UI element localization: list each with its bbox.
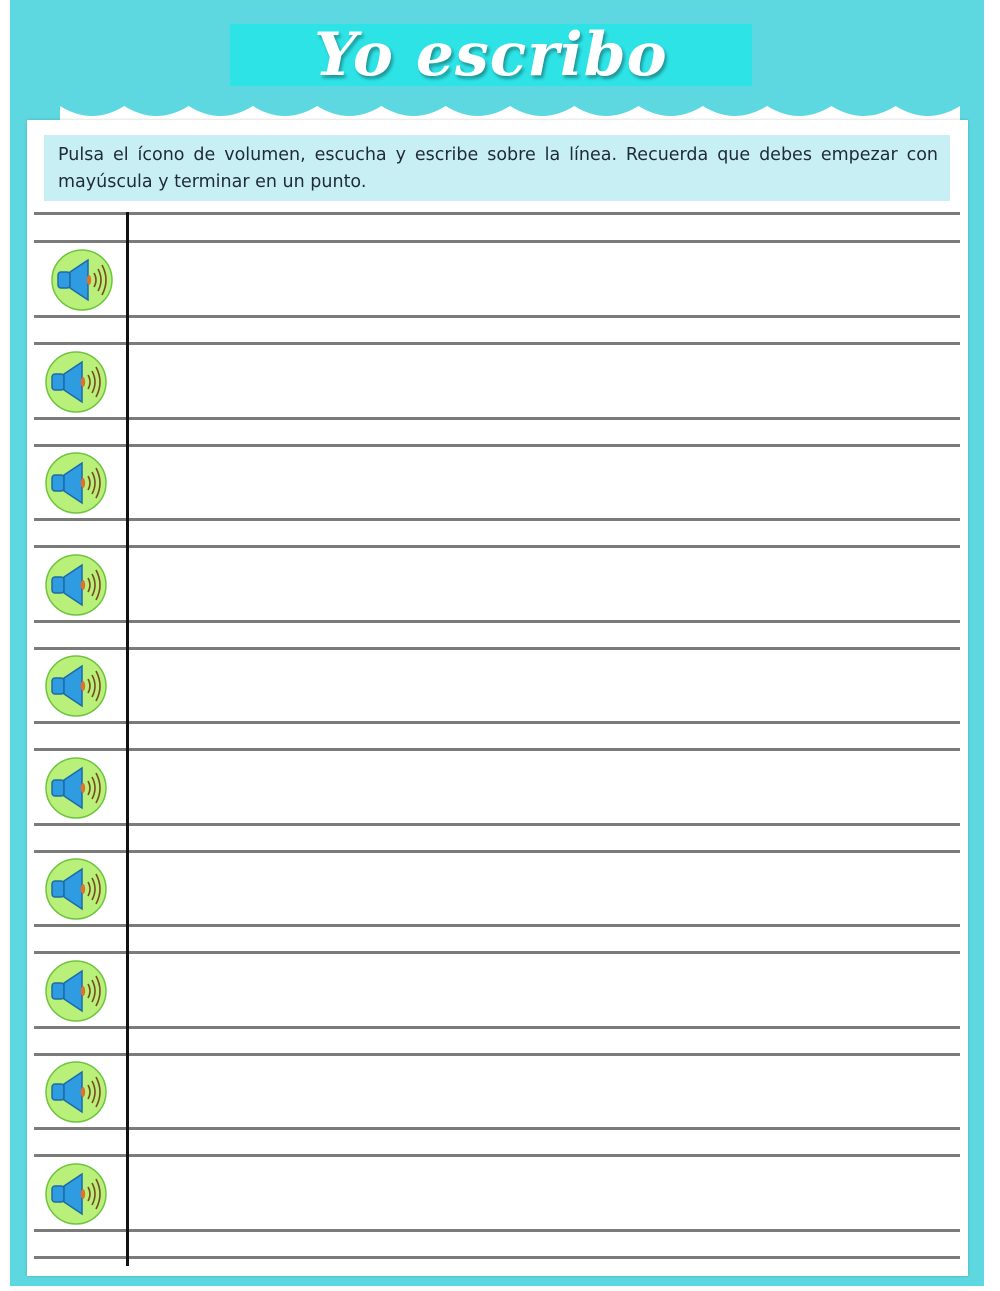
speaker-button-6[interactable]	[44, 756, 108, 820]
ruled-line	[34, 647, 960, 650]
speaker-button-1[interactable]	[50, 248, 114, 312]
ruled-line	[34, 315, 960, 318]
ruled-line	[34, 1053, 960, 1056]
speaker-volume-icon	[44, 1060, 108, 1124]
instructions-text: Pulsa el ícono de volumen, escucha y escribe sobre la línea. Recuerda que debes empezar con mayúscula y terminar en un punto.	[44, 135, 950, 201]
ruled-line	[34, 748, 960, 751]
ruled-line	[34, 850, 960, 853]
ruled-line	[34, 721, 960, 724]
answer-input-9[interactable]	[140, 1090, 954, 1126]
answer-input-5[interactable]	[140, 684, 954, 720]
speaker-volume-icon	[44, 756, 108, 820]
speaker-button-3[interactable]	[44, 451, 108, 515]
speaker-volume-icon	[50, 248, 114, 312]
ruled-line	[34, 1127, 960, 1130]
ruled-line	[34, 1256, 960, 1259]
speaker-volume-icon	[44, 857, 108, 921]
ruled-line	[34, 924, 960, 927]
ruled-line	[34, 212, 960, 215]
answer-input-8[interactable]	[140, 989, 954, 1025]
answer-input-6[interactable]	[140, 786, 954, 822]
ruled-line	[34, 620, 960, 623]
speaker-volume-icon	[44, 553, 108, 617]
ruled-line	[34, 342, 960, 345]
speaker-volume-icon	[44, 654, 108, 718]
ruled-line	[34, 444, 960, 447]
ruled-line	[34, 1154, 960, 1157]
title-banner	[230, 20, 752, 90]
speaker-volume-icon	[44, 350, 108, 414]
margin-line	[126, 212, 129, 1266]
ruled-line	[34, 240, 960, 243]
speaker-button-4[interactable]	[44, 553, 108, 617]
page-title: Yo escribo	[314, 20, 668, 90]
speaker-button-10[interactable]	[44, 1162, 108, 1226]
answer-input-4[interactable]	[140, 583, 954, 619]
answer-input-2[interactable]	[140, 380, 954, 416]
ruled-line	[34, 1026, 960, 1029]
speaker-volume-icon	[44, 959, 108, 1023]
ruled-line	[34, 823, 960, 826]
ruled-line	[34, 545, 960, 548]
speaker-button-2[interactable]	[44, 350, 108, 414]
answer-input-7[interactable]	[140, 887, 954, 923]
ruled-line	[34, 518, 960, 521]
ruled-line	[34, 1229, 960, 1232]
speaker-button-5[interactable]	[44, 654, 108, 718]
speaker-button-8[interactable]	[44, 959, 108, 1023]
speaker-button-7[interactable]	[44, 857, 108, 921]
speaker-volume-icon	[44, 1162, 108, 1226]
answer-input-3[interactable]	[140, 481, 954, 517]
speaker-volume-icon	[44, 451, 108, 515]
ruled-line	[34, 951, 960, 954]
answer-input-10[interactable]	[140, 1192, 954, 1228]
ruled-line	[34, 417, 960, 420]
answer-input-1[interactable]	[140, 278, 954, 314]
speaker-button-9[interactable]	[44, 1060, 108, 1124]
